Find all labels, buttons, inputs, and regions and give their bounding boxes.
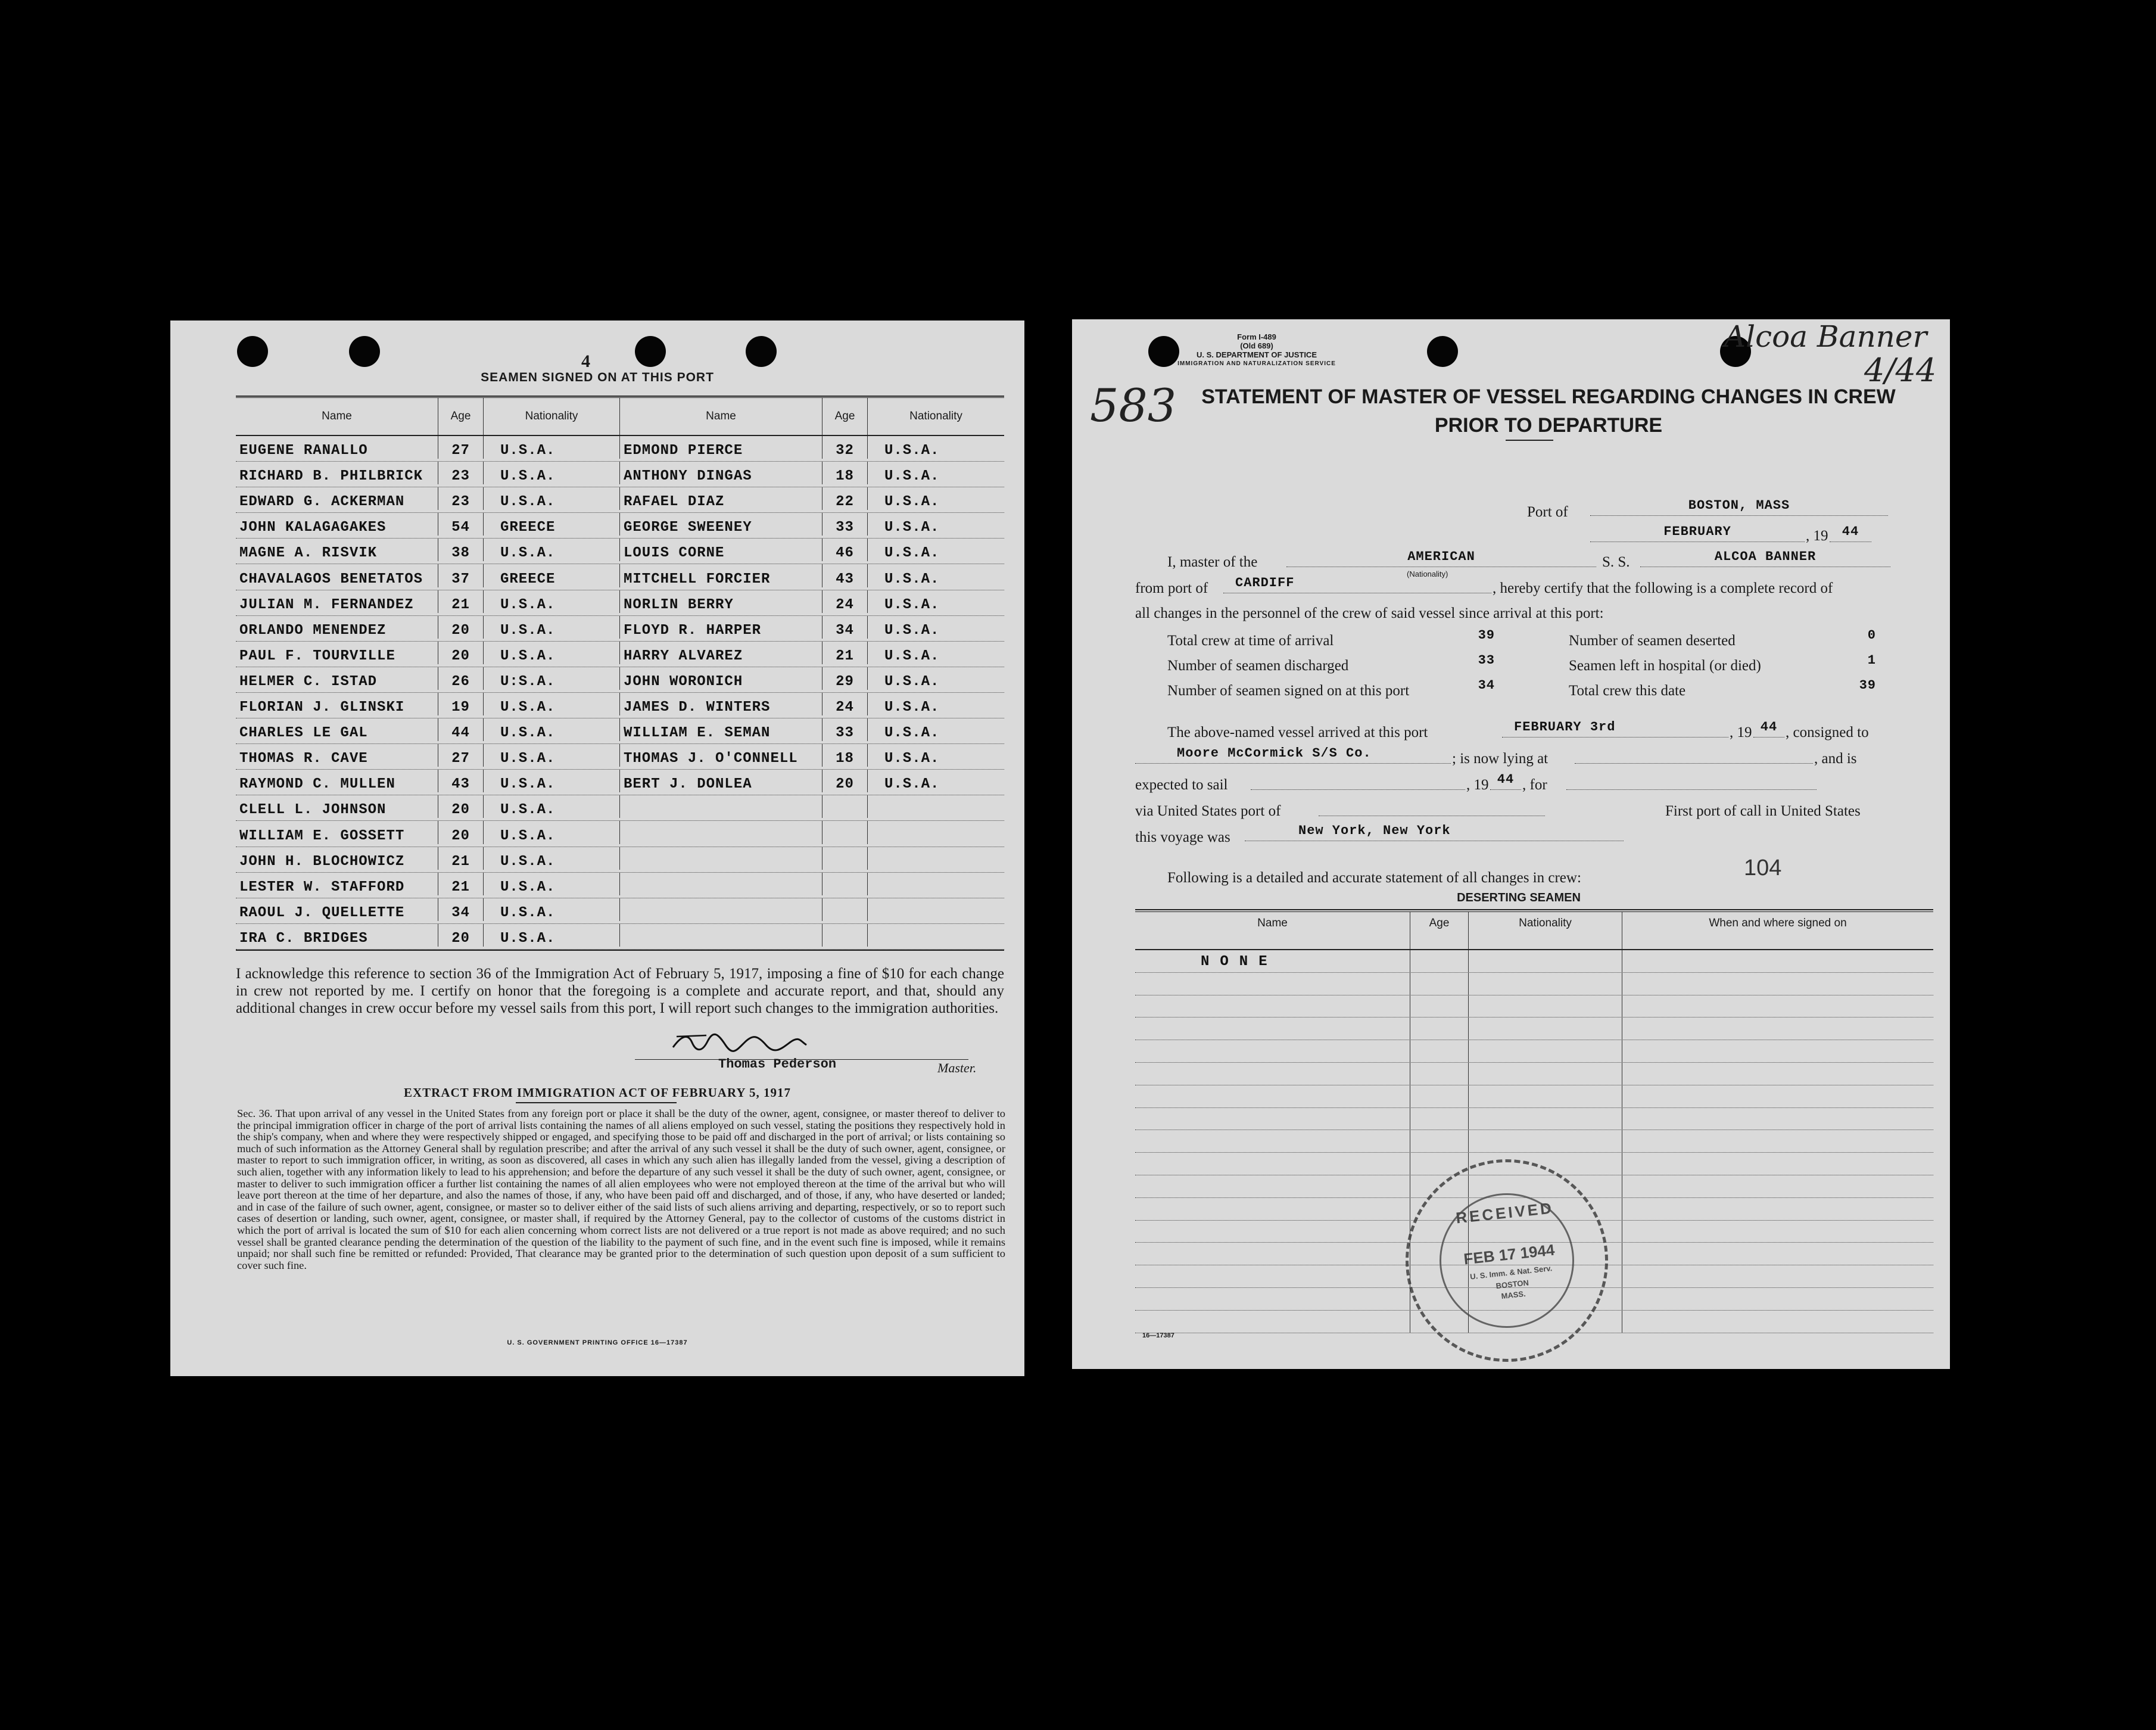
right-page xyxy=(1072,319,1950,1369)
crew-name: CLELL L. JOHNSON xyxy=(236,795,438,818)
column-header-name: Name xyxy=(620,398,822,435)
column-header-age: Age xyxy=(1410,912,1469,949)
arrived-label: The above-named vessel arrived at this port xyxy=(1167,724,1428,740)
form-number: Form I-489 xyxy=(1237,332,1276,341)
master-label: Master. xyxy=(937,1060,977,1075)
crew-nationality xyxy=(868,924,1004,947)
crew-nationality: U:S.A. xyxy=(484,667,620,690)
crew-name: RICHARD B. PHILBRICK xyxy=(236,462,438,484)
table-row xyxy=(236,873,1004,898)
crew-name xyxy=(620,873,822,895)
stat-label: Number of seamen signed on at this port xyxy=(1167,683,1410,699)
crew-nationality: GREECE xyxy=(484,513,620,536)
consigned-label: , consigned to xyxy=(1786,724,1869,740)
crew-name: EUGENE RANALLO xyxy=(236,436,438,459)
crew-name: FLOYD R. HARPER xyxy=(620,616,822,639)
destination-field xyxy=(1566,772,1817,790)
page-number: 4 xyxy=(581,351,590,371)
stamp-date: FEB 17 1944 xyxy=(1463,1240,1556,1268)
certify-text-line-2: all changes in the personnel of the crew of said vessel since arrival at this port: xyxy=(1135,605,1604,621)
crew-name: JOHN WORONICH xyxy=(620,667,822,690)
table-row xyxy=(1135,1018,1933,1040)
crew-age: 33 xyxy=(822,718,868,741)
crew-name: ORLANDO MENENDEZ xyxy=(236,616,438,639)
sail-year-field: 44 xyxy=(1490,772,1521,790)
crew-age: 20 xyxy=(438,924,484,947)
port-label: Port of xyxy=(1527,504,1568,520)
vessel-name-field: ALCOA BANNER xyxy=(1640,549,1890,567)
extract-text: Sec. 36. That upon arrival of any vessel in the United States from any foreign port or place it shall be the duty of the owner, agent, consignee, or master thereof to deliver to the principal immigration officer in charge of the port of arrival lists containing the names of all aliens employed on such vessel, stating the positions they respectively hold in the ship's company, when and where they were respectively shipped or engaged, and specifying those to be paid off and discharged in the port of arrival; or lists containing so much of such information as the Attorney General shall by regulation prescribe; and after the arrival of any such vessel it shall be the duty of such owner, agent, consignee, or master to report to such immigration officer, in writing, as soon as discovered, all cases in which any such alien has illegally landed from the vessel, giving a description of such alien, together with any information likely to lead to his apprehension; and before the departure of any such vessel it shall be the duty of such owner, agent, consignee, or master to deliver to such immigration officer a further list containing the names of all alien employees who were not employed thereon at the time of the arrival but who will leave port thereon at the time of her departure, and also the names of those, if any, who have been paid off and discharged, and of those, if any, who have deserted or landed; and in case of the failure of such owner, agent, consignee, or master so to deliver either of the said lists of such aliens arriving and departing, respectively, or so to report such cases of desertion or landing, such owner, agent, consignee, or master shall, if required by the Attorney General, pay to the collector of customs of the customs district in which the port of arrival is located the sum of $10 for each alien concerning whom correct lists are not delivered or a true report is not made as above required; and no such vessel shall be granted clearance pending the determination of the question of the liability to the payment of such fine, and in the event such fine is imposed, while it remains unpaid; nor shall such fine be remitted or refunded: Provided, That clearance may be granted prior to the determination of such question upon deposit of a sum sufficient to cover such fine. xyxy=(237,1107,1005,1271)
crew-age xyxy=(822,873,868,895)
crew-nationality: U.S.A. xyxy=(884,494,940,511)
this-voyage-label: this voyage was xyxy=(1135,829,1230,845)
column-header-name: Name xyxy=(1135,912,1410,949)
crew-name: CHARLES LE GAL xyxy=(236,718,438,741)
crew-name xyxy=(620,821,822,844)
from-port-field: CARDIFF xyxy=(1223,575,1491,593)
master-of-label: I, master of the xyxy=(1167,554,1258,570)
table-row xyxy=(236,795,1004,821)
crew-age: 21 xyxy=(438,590,484,613)
table-row xyxy=(236,847,1004,873)
stamped-number: 104 xyxy=(1744,855,1782,880)
crew-name: PAUL F. TOURVILLE xyxy=(236,642,438,664)
crew-name xyxy=(620,898,822,921)
crew-nationality: U.S.A. xyxy=(884,571,940,587)
crew-nationality: U.S.A. xyxy=(484,821,620,844)
table-row xyxy=(236,821,1004,847)
left-page xyxy=(170,321,1024,1376)
via-port-field xyxy=(1319,798,1545,816)
crew-age: 19 xyxy=(438,693,484,715)
table-row xyxy=(236,616,1004,642)
stat-value: 0 xyxy=(1867,628,1876,643)
sail-year-prefix: , 19 xyxy=(1466,777,1489,793)
crew-rows xyxy=(236,436,1004,950)
section-title: SEAMEN SIGNED ON AT THIS PORT xyxy=(481,371,714,384)
table-row xyxy=(236,564,1004,590)
crew-age: 34 xyxy=(822,616,868,639)
deserting-entry: NONE xyxy=(1135,950,1410,972)
handwritten-vessel-name: Alcoa Banner xyxy=(1724,319,1927,354)
crew-name xyxy=(620,924,822,947)
crew-name: RAFAEL DIAZ xyxy=(620,487,822,510)
crew-nationality xyxy=(868,847,1004,870)
crew-age: 20 xyxy=(438,616,484,639)
via-label: via United States port of xyxy=(1135,803,1281,819)
deserting-seamen-title: DESERTING SEAMEN xyxy=(1457,891,1581,904)
table-row xyxy=(236,642,1004,667)
crew-age xyxy=(822,847,868,870)
crew-nationality: U.S.A. xyxy=(484,590,620,613)
form-title-line-1: STATEMENT OF MASTER OF VESSEL REGARDING CHANGES IN CREW xyxy=(1201,385,1896,408)
crew-nationality: U.S.A. xyxy=(484,693,620,715)
table-row xyxy=(236,744,1004,770)
column-header-age: Age xyxy=(438,398,484,435)
table-row xyxy=(236,436,1004,462)
table-row xyxy=(236,462,1004,487)
from-port-label: from port of xyxy=(1135,580,1208,596)
table-row xyxy=(1135,1108,1933,1131)
crew-nationality: U.S.A. xyxy=(884,519,940,536)
extract-title: EXTRACT FROM IMMIGRATION ACT OF FEBRUARY 5, 1917 xyxy=(403,1085,792,1100)
crew-age: 18 xyxy=(822,744,868,767)
crew-age: 54 xyxy=(438,513,484,536)
crew-nationality: U.S.A. xyxy=(484,642,620,664)
crew-nationality: U.S.A. xyxy=(884,622,940,639)
first-port-label: First port of call in United States xyxy=(1665,803,1861,819)
binder-hole xyxy=(1427,336,1458,367)
column-header-name: Name xyxy=(236,398,438,435)
service-name: IMMIGRATION AND NATURALIZATION SERVICE xyxy=(1177,360,1336,367)
form-title xyxy=(1144,382,1950,440)
crew-name: EDMOND PIERCE xyxy=(620,436,822,459)
crew-nationality: U.S.A. xyxy=(884,443,940,459)
stat-label: Total crew this date xyxy=(1569,683,1686,699)
crew-nationality: GREECE xyxy=(484,564,620,587)
crew-age: 38 xyxy=(438,539,484,561)
crew-name xyxy=(620,847,822,870)
crew-name: IRA C. BRIDGES xyxy=(236,924,438,947)
crew-age: 27 xyxy=(438,744,484,767)
and-is-label: , and is xyxy=(1814,751,1857,767)
lying-label: ; is now lying at xyxy=(1452,751,1549,767)
table-row xyxy=(1135,1130,1933,1153)
crew-nationality: U.S.A. xyxy=(484,873,620,895)
crew-name: BERT J. DONLEA xyxy=(620,770,822,792)
table-row xyxy=(236,770,1004,795)
crew-name: LESTER W. STAFFORD xyxy=(236,873,438,895)
crew-age: 26 xyxy=(438,667,484,690)
crew-name: EDWARD G. ACKERMAN xyxy=(236,487,438,510)
crew-signed-on-table xyxy=(236,396,1004,951)
crew-nationality xyxy=(868,821,1004,844)
column-header-nationality: Nationality xyxy=(909,410,962,422)
crew-nationality: U.S.A. xyxy=(484,898,620,921)
crew-nationality: U.S.A. xyxy=(484,487,620,510)
crew-age: 20 xyxy=(438,795,484,818)
stamp-received: RECEIVED xyxy=(1455,1199,1555,1227)
crew-age: 22 xyxy=(822,487,868,510)
crew-nationality: U.S.A. xyxy=(484,539,620,561)
table-row xyxy=(236,924,1004,950)
crew-nationality: U.S.A. xyxy=(884,468,940,485)
crew-name: HELMER C. ISTAD xyxy=(236,667,438,690)
crew-age: 32 xyxy=(822,436,868,459)
port-field: BOSTON, MASS xyxy=(1590,498,1888,516)
stat-value: 33 xyxy=(1478,653,1495,668)
table-header xyxy=(236,398,1004,436)
crew-age: 21 xyxy=(438,847,484,870)
crew-name: WILLIAM E. SEMAN xyxy=(620,718,822,741)
crew-age: 44 xyxy=(438,718,484,741)
crew-name: CHAVALAGOS BENETATOS xyxy=(236,564,438,587)
form-footer: 16—17387 xyxy=(1142,1332,1174,1339)
stat-value: 34 xyxy=(1478,678,1495,693)
crew-age: 20 xyxy=(438,821,484,844)
crew-age: 20 xyxy=(822,770,868,792)
table-row xyxy=(236,539,1004,564)
crew-age: 23 xyxy=(438,462,484,484)
crew-name: THOMAS R. CAVE xyxy=(236,744,438,767)
crew-age: 43 xyxy=(438,770,484,792)
crew-nationality: U.S.A. xyxy=(484,847,620,870)
crew-nationality: U.S.A. xyxy=(884,776,940,793)
crew-nationality: U.S.A. xyxy=(484,744,620,767)
nationality-caption: (Nationality) xyxy=(1407,570,1448,578)
stamp-state: MASS. xyxy=(1500,1289,1526,1301)
table-row xyxy=(236,718,1004,744)
following-label: Following is a detailed and accurate statement of all changes in crew: xyxy=(1167,870,1581,886)
crew-nationality: U.S.A. xyxy=(484,436,620,459)
form-old-number: (Old 689) xyxy=(1240,341,1273,350)
crew-age: 46 xyxy=(822,539,868,561)
form-title-line-2: PRIOR TO DEPARTURE xyxy=(1434,414,1663,437)
crew-nationality: U.S.A. xyxy=(484,616,620,639)
stat-label: Number of seamen discharged xyxy=(1167,658,1349,674)
crew-age xyxy=(822,924,868,947)
master-name: Thomas Pederson xyxy=(718,1057,837,1072)
stat-value: 39 xyxy=(1859,678,1876,693)
crew-nationality xyxy=(868,795,1004,818)
crew-nationality: U.S.A. xyxy=(884,751,940,767)
crew-name: GEORGE SWEENEY xyxy=(620,513,822,536)
column-header-age: Age xyxy=(822,398,868,435)
crew-nationality: U.S.A. xyxy=(884,673,940,690)
binder-hole xyxy=(635,336,666,367)
crew-age: 43 xyxy=(822,564,868,587)
crew-age: 27 xyxy=(438,436,484,459)
crew-name: LOUIS CORNE xyxy=(620,539,822,561)
first-port-field: New York, New York xyxy=(1245,823,1624,841)
sail-date-field xyxy=(1251,772,1465,790)
crew-name: HARRY ALVAREZ xyxy=(620,642,822,664)
table-row xyxy=(236,590,1004,616)
consignee-field: Moore McCormick S/S Co. xyxy=(1135,746,1451,764)
table-row xyxy=(1135,1063,1933,1085)
table-row xyxy=(1135,973,1933,995)
crew-name: WILLIAM E. GOSSETT xyxy=(236,821,438,844)
table-row xyxy=(1135,950,1933,973)
table-row xyxy=(236,513,1004,539)
date-year-field: 44 xyxy=(1830,524,1871,542)
binder-hole xyxy=(349,336,380,367)
table-row xyxy=(236,667,1004,693)
crew-nationality: U.S.A. xyxy=(484,718,620,741)
master-signature xyxy=(671,1029,808,1057)
agency-name: U. S. DEPARTMENT OF JUSTICE xyxy=(1197,350,1317,359)
crew-name: MAGNE A. RISVIK xyxy=(236,539,438,561)
stat-value: 1 xyxy=(1867,653,1876,668)
crew-nationality: U.S.A. xyxy=(884,545,940,562)
stat-label: Seamen left in hospital (or died) xyxy=(1569,658,1761,674)
crew-name: JOHN H. BLOCHOWICZ xyxy=(236,847,438,870)
crew-age xyxy=(822,795,868,818)
crew-age: 20 xyxy=(438,642,484,664)
crew-age: 34 xyxy=(438,898,484,921)
table-row xyxy=(236,487,1004,513)
ss-label: S. S. xyxy=(1602,554,1630,570)
column-header-nationality: Nationality xyxy=(484,398,620,435)
stamp-office: U. S. Imm. & Nat. Serv. xyxy=(1469,1264,1553,1281)
binder-hole xyxy=(746,336,777,367)
crew-name: RAYMOND C. MULLEN xyxy=(236,770,438,792)
crew-name: RAOUL J. QUELLETTE xyxy=(236,898,438,921)
crew-name: NORLIN BERRY xyxy=(620,590,822,613)
certify-text: , hereby certify that the following is a complete record of xyxy=(1493,580,1833,596)
crew-name: THOMAS J. O'CONNELL xyxy=(620,744,822,767)
crew-nationality: U.S.A. xyxy=(884,648,940,664)
crew-nationality: U.S.A. xyxy=(484,462,620,484)
table-row xyxy=(236,898,1004,924)
acknowledgement-text: I acknowledge this reference to section 36 of the Immigration Act of February 5, 1917, imposing a fine of $10 for each change in crew not reported by me. I certify on honor that the foregoing is a complete and accurate report, and that, should any additional changes in crew occur before my vessel sails from this port, I will report such changes to the immigration authorities. xyxy=(236,966,1004,1016)
crew-age: 18 xyxy=(822,462,868,484)
table-row xyxy=(1135,1040,1933,1063)
crew-nationality: U.S.A. xyxy=(884,596,940,613)
arrival-year-prefix: , 19 xyxy=(1730,724,1752,740)
extract-divider xyxy=(516,1102,677,1103)
expected-label: expected to sail xyxy=(1135,777,1228,793)
crew-nationality: U.S.A. xyxy=(884,725,940,742)
crew-age: 21 xyxy=(438,873,484,895)
stat-label: Number of seamen deserted xyxy=(1569,633,1736,649)
table-row xyxy=(1135,1085,1933,1108)
date-year-prefix: , 19 xyxy=(1806,528,1828,544)
crew-nationality xyxy=(868,898,1004,921)
crew-name xyxy=(620,795,822,818)
crew-nationality: U.S.A. xyxy=(884,699,940,716)
crew-age: 37 xyxy=(438,564,484,587)
crew-nationality: U.S.A. xyxy=(484,770,620,792)
crew-name: JULIAN M. FERNANDEZ xyxy=(236,590,438,613)
arrival-year-field: 44 xyxy=(1753,720,1784,738)
printing-office-footer: U. S. GOVERNMENT PRINTING OFFICE 16—17387 xyxy=(507,1339,688,1346)
crew-age: 23 xyxy=(438,487,484,510)
column-header-nationality: Nationality xyxy=(1469,912,1622,949)
table-row xyxy=(236,693,1004,718)
lying-at-field xyxy=(1575,746,1813,764)
column-header-when-where: When and where signed on xyxy=(1709,917,1847,929)
crew-name: ANTHONY DINGAS xyxy=(620,462,822,484)
date-month-field: FEBRUARY xyxy=(1590,524,1805,542)
crew-name: FLORIAN J. GLINSKI xyxy=(236,693,438,715)
crew-age: 24 xyxy=(822,590,868,613)
stat-value: 39 xyxy=(1478,628,1495,643)
arrival-date-field: FEBRUARY 3rd xyxy=(1502,720,1728,738)
crew-age xyxy=(822,821,868,844)
crew-age: 24 xyxy=(822,693,868,715)
title-divider xyxy=(1506,440,1553,441)
form-header xyxy=(1144,332,1370,368)
for-label: , for xyxy=(1522,777,1547,793)
crew-nationality xyxy=(868,873,1004,895)
crew-nationality: U.S.A. xyxy=(484,795,620,818)
nationality-field: AMERICAN xyxy=(1286,549,1596,567)
crew-nationality: U.S.A. xyxy=(484,924,620,947)
handwritten-date: 4/44 xyxy=(1864,351,1937,389)
crew-name: JAMES D. WINTERS xyxy=(620,693,822,715)
crew-name: MITCHELL FORCIER xyxy=(620,564,822,587)
binder-hole xyxy=(237,336,268,367)
stamp-city: BOSTON xyxy=(1495,1278,1529,1291)
table-header xyxy=(1135,912,1933,950)
crew-age: 29 xyxy=(822,667,868,690)
crew-name: JOHN KALAGAGAKES xyxy=(236,513,438,536)
handwritten-number: 583 xyxy=(1090,379,1177,432)
crew-age: 21 xyxy=(822,642,868,664)
table-row xyxy=(1135,995,1933,1018)
crew-age: 33 xyxy=(822,513,868,536)
crew-age xyxy=(822,898,868,921)
stat-label: Total crew at time of arrival xyxy=(1167,633,1334,649)
